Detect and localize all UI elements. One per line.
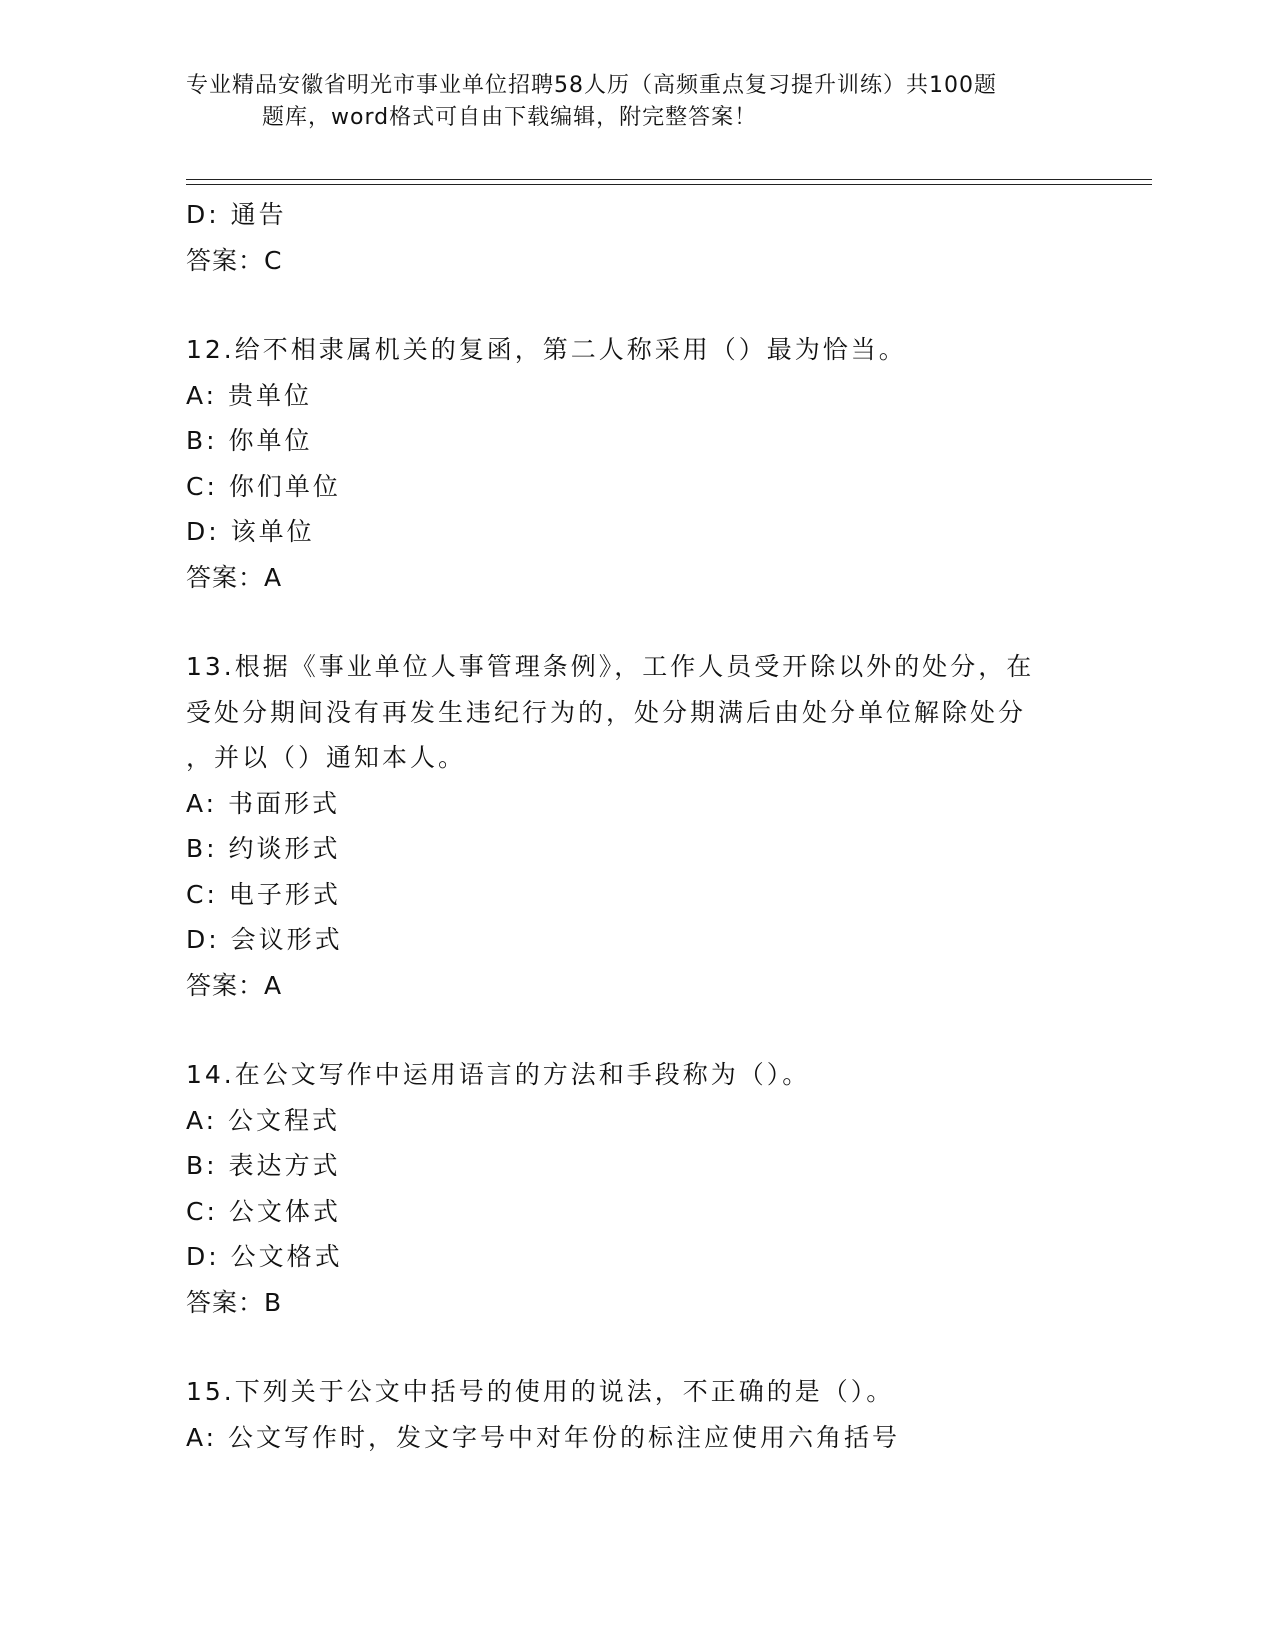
header-title-line-2: 题库，word格式可自由下载编辑，附完整答案！: [262, 105, 758, 130]
option-c: C: 你们单位: [186, 471, 341, 501]
document-header: [186, 70, 1086, 134]
option-b: B: 你单位: [186, 426, 313, 455]
question-14: [186, 1052, 1086, 1325]
question-stem: 14.在公文写作中运用语言的方法和手段称为（）。: [186, 1060, 811, 1089]
header-divider-bottom: [186, 184, 1152, 185]
question-content: [186, 192, 1086, 1460]
header-title-line-1: 专业精品安徽省明光市事业单位招聘58人历（高频重点复习提升训练）共100题: [186, 73, 997, 98]
header-divider-top: [186, 179, 1152, 180]
option-a: A: 公文写作时，发文字号中对年份的标注应使用六角括号: [186, 1422, 901, 1452]
question-stem: 12.给不相隶属机关的复函，第二人称采用（）最为恰当。: [186, 335, 907, 364]
option-b: B: 约谈形式: [186, 834, 341, 863]
answer-carryover: 答案：C: [186, 245, 283, 275]
option-d-carryover: D: 通告: [186, 200, 287, 229]
option-d: D: 该单位: [186, 517, 315, 546]
option-a: A: 书面形式: [186, 788, 341, 818]
option-c: C: 公文体式: [186, 1196, 341, 1226]
question-15: [186, 1369, 1086, 1460]
question-stem-line-1: 13.根据《事业单位人事管理条例》，工作人员受开除以外的处分，在: [186, 652, 1035, 681]
question-stem-line-3: ，并以（）通知本人。: [186, 743, 467, 772]
question-13: [186, 644, 1086, 1008]
question-12: [186, 327, 1086, 600]
option-a: A: 公文程式: [186, 1105, 341, 1135]
option-b: B: 表达方式: [186, 1151, 341, 1180]
option-a: A: 贵单位: [186, 380, 313, 410]
answer: 答案：A: [186, 970, 283, 1000]
question-stem: 15.下列关于公文中括号的使用的说法，不正确的是（）。: [186, 1377, 895, 1406]
option-d: D: 公文格式: [186, 1242, 343, 1271]
question-stem-line-2: 受处分期间没有再发生违纪行为的，处分期满后由处分单位解除处分: [186, 697, 1027, 727]
option-d: D: 会议形式: [186, 925, 343, 954]
answer: 答案：B: [186, 1287, 283, 1317]
option-c: C: 电子形式: [186, 879, 341, 909]
answer: 答案：A: [186, 562, 283, 592]
